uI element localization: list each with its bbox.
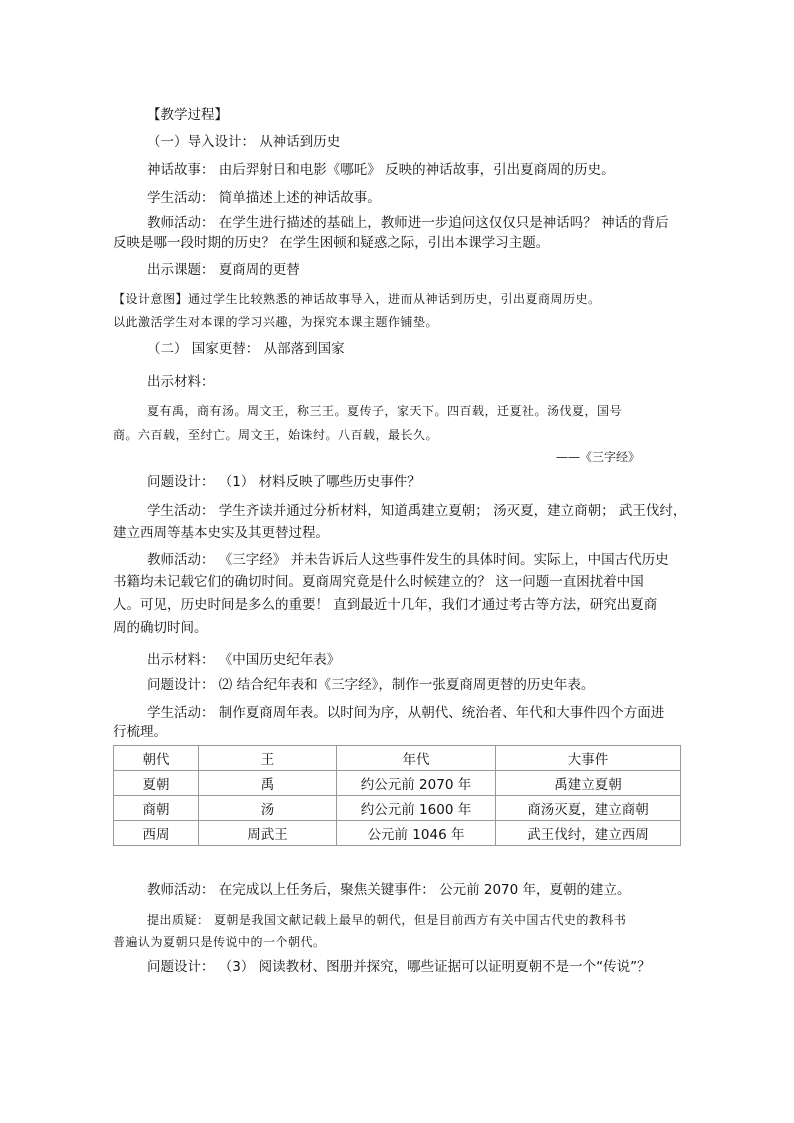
paragraph-show-topic: 出示课题： 夏商周的更替 (147, 262, 300, 278)
paragraph-show-material-2: 出示材料： 《中国历史纪年表》 (147, 652, 341, 668)
paragraph-question-3: 问题设计： （3） 阅读教材、图册并探究，哪些证据可以证明夏朝不是一个“传说”？ (147, 959, 651, 975)
table-row (114, 796, 681, 821)
table-cell: 商汤灭夏，建立商朝 (496, 796, 681, 821)
paragraph-teacher-activity-2-cont2: 人。可见，历史时间是多么的重要！ 直到最近十几年，我们才通过考古等方法，研究出夏商 (113, 597, 658, 613)
paragraph-teacher-activity-2-cont1: 书籍均未记载它们的确切时间。夏商周究竟是什么时候建立的？ 这一问题一直困扰着中国 (113, 574, 644, 590)
subsection-heading-state-change: （二） 国家更替： 从部落到国家 (147, 341, 345, 357)
table-cell: 汤 (199, 796, 337, 821)
quote-sanzijing-1: 夏有禹，商有汤。周文王，称三王。夏传子，家天下。四百载，迁夏社。汤伐夏，国号 (147, 404, 623, 418)
paragraph-question-1: 问题设计： （1） 材料反映了哪些历史事件？ (147, 474, 421, 490)
table-cell: 商朝 (114, 796, 199, 821)
table-header-cell: 王 (199, 746, 337, 771)
paragraph-teacher-activity-2: 教师活动： 《三字经》 并未告诉后人这些事件发生的具体时间。实际上，中国古代历史 (147, 552, 669, 568)
quote-sanzijing-2: 商。六百载，至纣亡。周文王，始诛纣。八百载，最长久。 (113, 428, 439, 442)
dynasty-table (113, 745, 681, 846)
table-cell: 夏朝 (114, 771, 199, 796)
paragraph-teacher-activity-1: 教师活动： 在学生进行描述的基础上，教师进一步追问这仅仅只是神话吗？ 神话的背后 (147, 215, 669, 231)
paragraph-raise-doubt-cont: 普遍认为夏朝只是传说中的一个朝代。 (113, 935, 326, 949)
table-cell: 公元前 1046 年 (337, 821, 496, 846)
paragraph-teacher-activity-2-cont3: 周的确切时间。 (113, 620, 208, 636)
table-header-cell: 大事件 (496, 746, 681, 771)
paragraph-show-material: 出示材料： (147, 374, 215, 390)
paragraph-student-activity-2-cont: 建立西周等基本史实及其更替过程。 (113, 525, 329, 541)
paragraph-design-intent: 【设计意图】通过学生比较熟悉的神话故事导入，进而从神话到历史，引出夏商周历史。 (113, 292, 601, 306)
table-cell: 禹 (199, 771, 337, 796)
table-cell: 武王伐纣，建立西周 (496, 821, 681, 846)
table-header-row (114, 746, 681, 771)
paragraph-myth-story: 神话故事： 由后羿射日和电影《哪吒》 反映的神话故事，引出夏商周的历史。 (147, 162, 615, 178)
paragraph-student-activity-3: 学生活动： 制作夏商周年表。以时间为序，从朝代、统治者、年代和大事件四个方面进 (147, 705, 665, 721)
table-header-cell: 朝代 (114, 746, 199, 771)
paragraph-student-activity-1: 学生活动： 简单描述上述的神话故事。 (147, 190, 381, 206)
table-cell: 约公元前 1600 年 (337, 796, 496, 821)
table-row (114, 821, 681, 846)
subsection-heading-intro: （一）导入设计： 从神话到历史 (147, 134, 341, 150)
table-cell: 约公元前 2070 年 (337, 771, 496, 796)
table-row (114, 771, 681, 796)
table-cell: 西周 (114, 821, 199, 846)
section-title-teaching-process: 【教学过程】 (147, 107, 228, 123)
quote-source: ——《三字经》 (556, 450, 641, 464)
paragraph-teacher-activity-1-cont: 反映是哪一段时期的历史？ 在学生困顿和疑惑之际，引出本课学习主题。 (113, 235, 550, 251)
table-cell: 禹建立夏朝 (496, 771, 681, 796)
paragraph-design-intent-cont: 以此激活学生对本课的学习兴趣，为探究本课主题作铺垫。 (113, 315, 439, 329)
paragraph-teacher-activity-3: 教师活动： 在完成以上任务后，聚焦关键事件： 公元前 2070 年，夏朝的建立。 (147, 882, 631, 898)
paragraph-question-2: 问题设计： ⑵ 结合纪年表和《三字经》，制作一张夏商周更替的历史年表。 (147, 677, 595, 693)
paragraph-raise-doubt: 提出质疑： 夏朝是我国文献记载上最早的朝代，但是目前西方有关中国古代史的教科书 (147, 913, 627, 927)
paragraph-student-activity-2: 学生活动： 学生齐读并通过分析材料，知道禹建立夏朝； 汤灭夏，建立商朝； 武王伐纣， (147, 503, 687, 519)
paragraph-student-activity-3-cont: 行梳理。 (113, 724, 167, 740)
table-cell: 周武王 (199, 821, 337, 846)
table-header-cell: 年代 (337, 746, 496, 771)
